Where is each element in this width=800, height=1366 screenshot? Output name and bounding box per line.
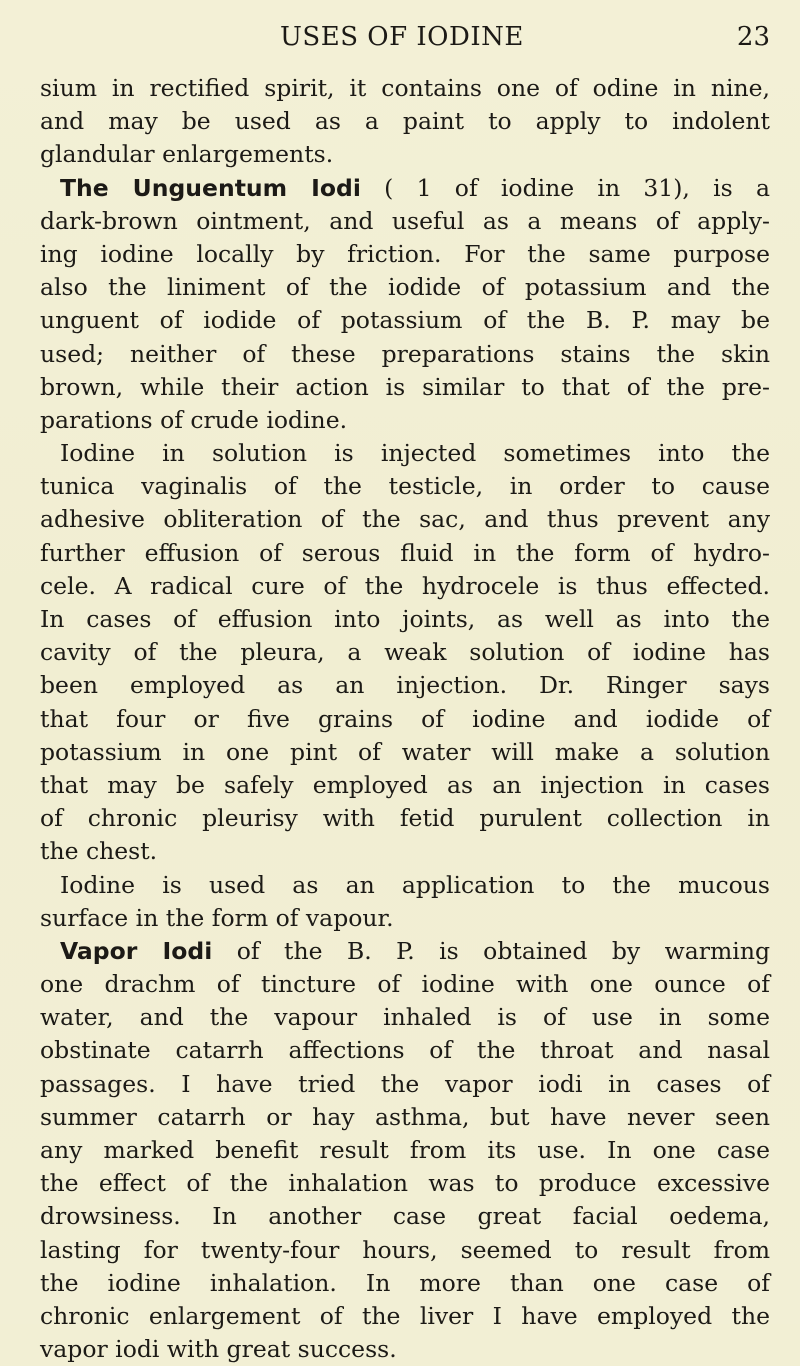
text-line [40, 669, 770, 702]
line-text: brown, while their action is similar to that of the pre- [40, 372, 770, 401]
text-line [40, 138, 770, 171]
line-text: surface in the form of vapour. [40, 903, 394, 932]
text-line [40, 503, 770, 536]
text-line [40, 1200, 770, 1233]
text-line [40, 1101, 770, 1134]
page-number: 23 [736, 22, 770, 52]
text-line [40, 238, 770, 271]
text-line [40, 603, 770, 636]
line-text: obstinate catarrh affections of the throat and nasal [40, 1036, 770, 1065]
line-text: drowsiness. In another case great facial oedema, [40, 1202, 770, 1231]
line-text: ( 1 of iodine in 31), is a [360, 173, 770, 202]
text-line [40, 1134, 770, 1167]
line-text: that may be safely employed as an injection in cases [40, 770, 770, 799]
text-line [40, 470, 770, 503]
text-line [40, 802, 770, 835]
line-text: also the liniment of the iodide of potassium and the [40, 273, 770, 302]
line-text: tunica vaginalis of the testicle, in order to cause [40, 472, 770, 501]
line-text: parations of crude iodine. [40, 405, 348, 434]
text-line [40, 205, 770, 238]
line-text: dark-brown ointment, and useful as a means of apply- [40, 206, 770, 235]
line-text: chronic enlargement of the liver I have employed the [40, 1301, 770, 1330]
text-line [40, 437, 770, 470]
text-line [40, 1034, 770, 1067]
text-line [40, 1001, 770, 1034]
text-line [40, 338, 770, 371]
line-text: one drachm of tincture of iodine with one ounce of [40, 970, 770, 999]
line-text: unguent of iodide of potassium of the B. P. may be [40, 306, 770, 335]
line-text: adhesive obliteration of the sac, and thus prevent any [40, 505, 770, 534]
line-text: ing iodine locally by friction. For the same purpose [40, 239, 770, 268]
text-line [40, 636, 770, 669]
text-line [40, 703, 770, 736]
line-text: vapor iodi with great success. [40, 1335, 397, 1364]
text-line [40, 736, 770, 769]
text-line [40, 869, 770, 902]
text-line [40, 172, 770, 205]
line-text: used; neither of these preparations stains the skin [40, 339, 770, 368]
line-text: glandular enlargements. [40, 140, 334, 169]
line-text: In cases of effusion into joints, as well as into the [40, 605, 770, 633]
line-text: cavity of the pleura, a weak solution of iodine has [40, 638, 770, 667]
text-line [40, 105, 770, 138]
line-text: Iodine in solution is injected sometimes into the [60, 439, 770, 468]
body-text [40, 72, 770, 1366]
line-text: and may be used as a paint to apply to indolent [40, 107, 770, 136]
line-text: water, and the vapour inhaled is of use in some [40, 1003, 770, 1032]
text-line [40, 1300, 770, 1333]
text-line [40, 835, 770, 868]
text-line [40, 271, 770, 304]
text-line [40, 570, 770, 603]
text-line [40, 537, 770, 570]
line-text: the iodine inhalation. In more than one case of [40, 1268, 770, 1297]
text-line [40, 304, 770, 337]
text-line [40, 1167, 770, 1200]
text-line [40, 968, 770, 1001]
line-text: of chronic pleurisy with fetid purulent collection in [40, 804, 770, 833]
line-text: been employed as an injection. Dr. Ringer says [40, 671, 770, 700]
line-text: sium in rectified spirit, it contains one of odine in nine, [40, 74, 770, 102]
line-text: any marked benefit result from its use. In one case [40, 1136, 770, 1164]
line-text: passages. I have tried the vapor iodi in cases of [40, 1069, 770, 1098]
text-line [40, 1333, 770, 1366]
text-line [40, 1068, 770, 1101]
text-line [40, 1234, 770, 1267]
text-line [40, 72, 770, 105]
text-line [40, 371, 770, 404]
text-line [40, 935, 770, 968]
line-text: cele. A radical cure of the hydrocele is thus effected. [40, 571, 770, 600]
text-line [40, 769, 770, 802]
line-text: potassium in one pint of water will make a solution [40, 737, 770, 766]
text-line [40, 902, 770, 935]
line-text: further effusion of serous fluid in the form of hydro- [40, 538, 770, 567]
bold-term: The Unguentum Iodi [60, 173, 361, 202]
running-title: USES OF IODINE [280, 22, 524, 52]
page-header [0, 22, 800, 62]
line-text: the effect of the inhalation was to produce excessive [40, 1169, 770, 1198]
line-text: Iodine is used as an application to the mucous [60, 870, 770, 899]
line-text: the chest. [40, 837, 158, 866]
line-text: lasting for twenty-four hours, seemed to result from [40, 1235, 770, 1264]
text-line [40, 1267, 770, 1300]
bold-term: Vapor Iodi [60, 936, 213, 965]
line-text: that four or five grains of iodine and iodide of [40, 704, 770, 733]
line-text: of the B. P. is obtained by warming [212, 936, 770, 965]
text-line [40, 404, 770, 437]
line-text: summer catarrh or hay asthma, but have never seen [40, 1102, 770, 1131]
